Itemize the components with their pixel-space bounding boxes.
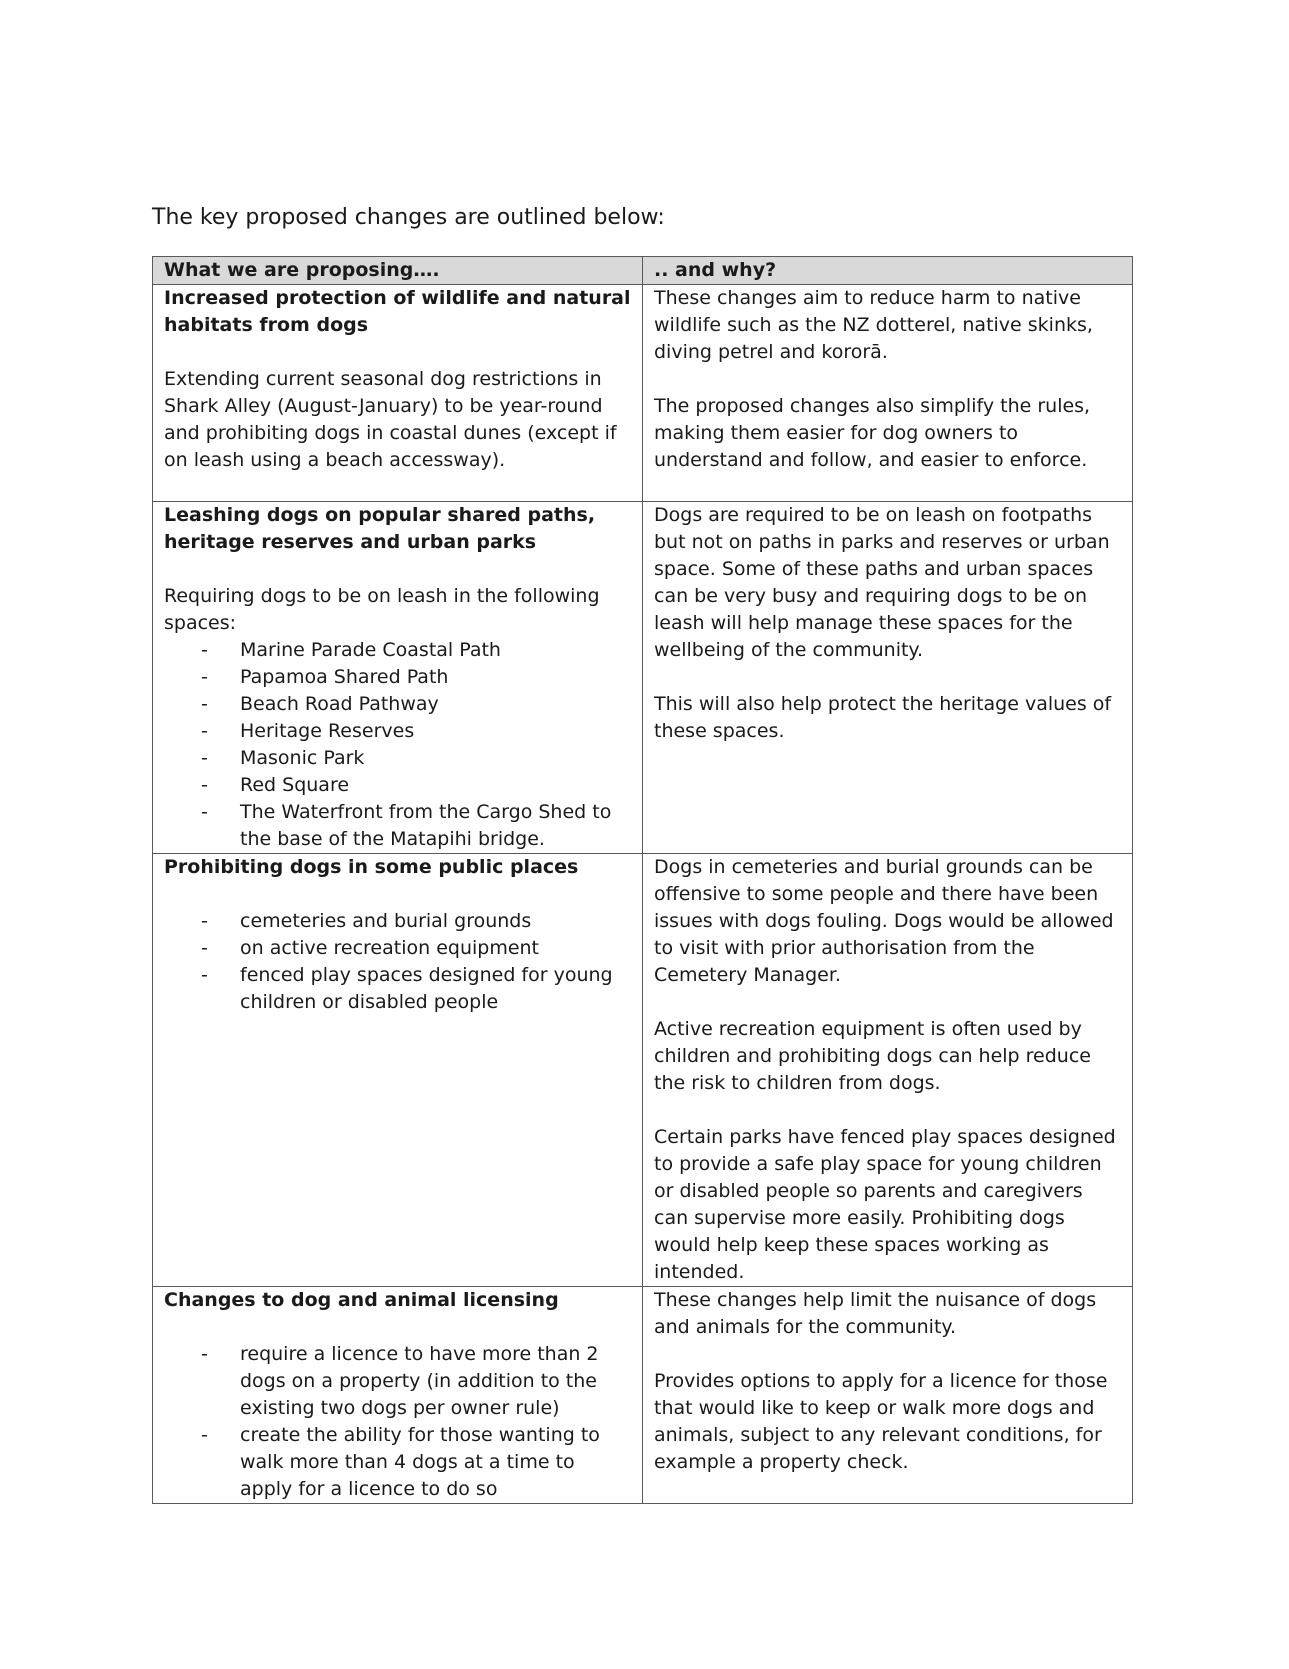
table-row [153,502,1133,854]
proposed-changes-table [152,256,1133,1504]
proposal-description: Extending current seasonal dog restrictions in Shark Alley (August-January) to be year-round and prohibiting dogs in coastal dunes (except if on leash using a beach accessway). [164,368,617,471]
reason-cell [643,502,1133,854]
reason-paragraph: Dogs are required to be on leash on footpaths but not on paths in parks and reserves or urban space. Some of these paths and urban spaces can be very busy and requiring dogs to be on leash will help manage these spaces for the wellbeing of the community. [654,504,1110,661]
reason-paragraph: Dogs in cemeteries and burial grounds can be offensive to some people and there have been issues with dogs fouling. Dogs would be allowed to visit with prior authorisation from the Cemetery Manager. [654,856,1114,986]
table-row [153,285,1133,502]
reason-paragraph: This will also help protect the heritage values of these spaces. [654,693,1112,742]
list-item: - Papamoa Shared Path [164,664,632,691]
proposal-heading: Increased protection of wildlife and natural habitats from dogs [164,287,631,336]
proposal-list [164,637,632,853]
reason-paragraph: These changes help limit the nuisance of dogs and animals for the community. [654,1289,1097,1338]
reason-paragraph: Provides options to apply for a licence for those that would like to keep or walk more dogs and animals, subject to any relevant conditions, for example a property check. [654,1370,1108,1473]
reason-cell [643,285,1133,502]
reason-cell [643,854,1133,1287]
list-item: - The Waterfront from the Cargo Shed to the base of the Matapihi bridge. [164,799,632,853]
table-row [153,1287,1133,1504]
proposal-list [164,1341,632,1503]
list-item: - Masonic Park [164,745,632,772]
intro-text: The key proposed changes are outlined below: [152,205,665,230]
proposal-list [164,908,632,1016]
proposal-heading: Leashing dogs on popular shared paths, heritage reserves and urban parks [164,504,596,553]
proposal-heading: Prohibiting dogs in some public places [164,856,579,878]
header-why: .. and why? [643,257,1133,285]
proposal-description: Requiring dogs to be on leash in the following spaces: [164,585,600,634]
proposal-cell [153,854,643,1287]
proposal-cell [153,1287,643,1504]
proposal-heading: Changes to dog and animal licensing [164,1289,559,1311]
list-item: - on active recreation equipment [164,935,632,962]
proposal-cell [153,285,643,502]
proposal-cell [153,502,643,854]
list-item: - Red Square [164,772,632,799]
list-item: - require a licence to have more than 2 dogs on a property (in addition to the existing two dogs per owner rule) [164,1341,632,1422]
list-item: - Marine Parade Coastal Path [164,637,632,664]
list-item: - cemeteries and burial grounds [164,908,632,935]
reason-paragraph: These changes aim to reduce harm to native wildlife such as the NZ dotterel, native skinks, diving petrel and kororā. [654,287,1093,363]
reason-paragraph: Certain parks have fenced play spaces designed to provide a safe play space for young children or disabled people so parents and caregivers can supervise more easily. Prohibiting dogs would help keep these spaces working as intended. [654,1126,1116,1283]
list-item: - Beach Road Pathway [164,691,632,718]
reason-paragraph: The proposed changes also simplify the rules, making them easier for dog owners to understand and follow, and easier to enforce. [654,395,1091,471]
list-item: - fenced play spaces designed for young children or disabled people [164,962,632,1016]
header-proposing: What we are proposing…. [153,257,643,285]
list-item: - Heritage Reserves [164,718,632,745]
list-item: - create the ability for those wanting to walk more than 4 dogs at a time to apply for a licence to do so [164,1422,632,1503]
table-header-row [153,257,1133,285]
reason-paragraph: Active recreation equipment is often used by children and prohibiting dogs can help reduce the risk to children from dogs. [654,1018,1091,1094]
table-row [153,854,1133,1287]
reason-cell [643,1287,1133,1504]
